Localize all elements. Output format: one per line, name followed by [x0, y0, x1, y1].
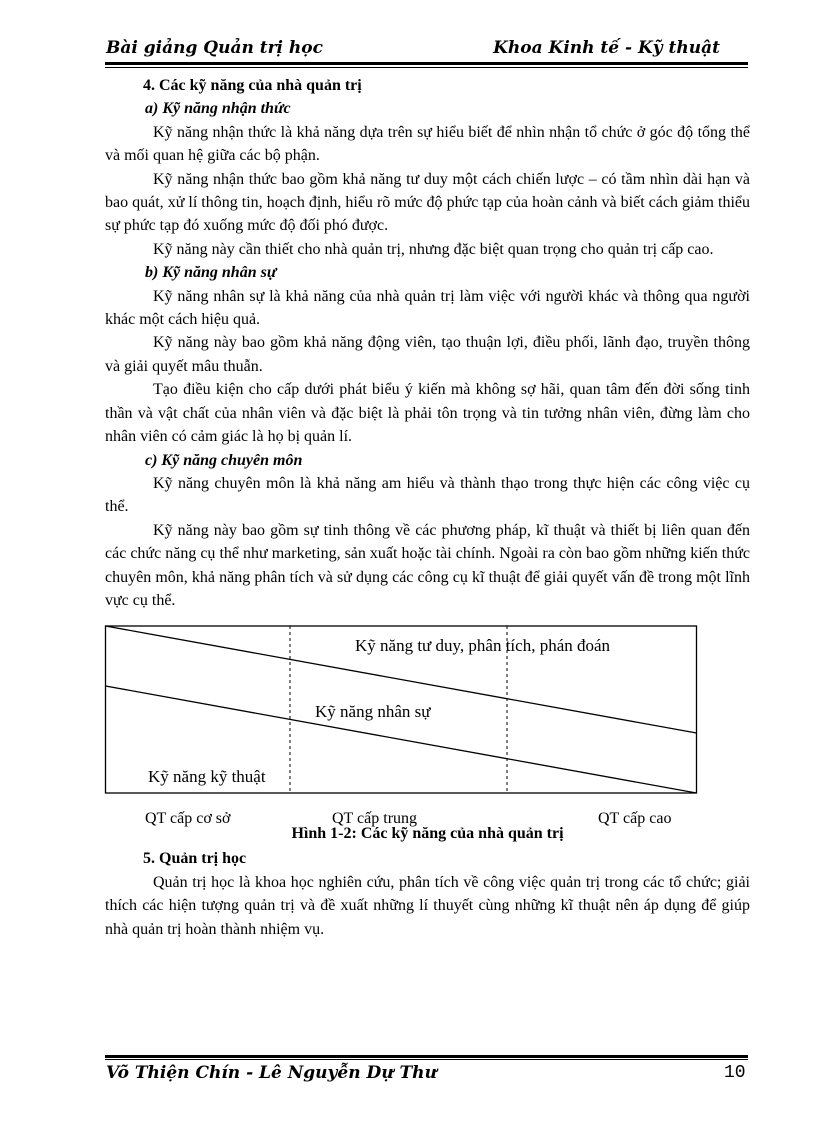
section-5-heading: 5. Quản trị học — [143, 850, 247, 868]
header-faculty: Khoa Kinh tế - Kỹ thuật — [493, 38, 720, 58]
section-4-heading: 4. Các kỹ năng của nhà quản trị — [143, 77, 362, 94]
paragraph: Tạo điều kiện cho cấp dưới phát biểu ý kiến mà không sợ hãi, quan tâm đến đời sống tinh thần và vật chất của nhân viên và đặc biệt là phải tôn trọng và tin tưởng nhân viên, đừng làm cho nhân viên có cảm giác là họ bị quản lí. — [105, 381, 750, 446]
paragraph: Kỹ năng này cần thiết cho nhà quản trị, nhưng đặc biệt quan trọng cho quản trị cấp cao. — [153, 240, 714, 258]
level-middle: QT cấp trung — [332, 810, 418, 828]
label-human-skills: Kỹ năng nhân sự — [315, 702, 431, 722]
skills-figure — [105, 612, 750, 847]
paragraph: Kỹ năng chuyên môn là khả năng am hiểu và thành thạo trong thực hiện các công việc cụ thể. — [105, 474, 750, 516]
header-course-title: Bài giảng Quản trị học — [106, 38, 323, 58]
skills-diagram — [105, 612, 750, 847]
subsection-b-heading: b) Kỹ năng nhân sự — [145, 264, 277, 282]
footer-authors: Võ Thiện Chín - Lê Nguyễn Dự Thư — [106, 1063, 437, 1083]
page-content — [105, 74, 750, 941]
level-top: QT cấp cao — [598, 810, 672, 828]
subsection-c-heading: c) Kỹ năng chuyên môn — [145, 451, 303, 469]
header-rule-thin — [105, 67, 748, 68]
page-header — [106, 36, 748, 62]
paragraph: Kỹ năng này bao gồm khả năng động viên, tạo thuận lợi, điều phối, lãnh đạo, truyền thông và giải quyết mâu thuẫn. — [105, 334, 750, 375]
header-rule-thick — [105, 62, 748, 65]
paragraph: Kỹ năng nhận thức là khả năng dựa trên sự hiểu biết để nhìn nhận tổ chức ở góc độ tổng thể và mối quan hệ giữa các bộ phận. — [105, 123, 750, 165]
paragraph: Kỹ năng nhân sự là khả năng của nhà quản trị làm việc với người khác và thông qua người khác một cách hiệu quả. — [105, 287, 750, 329]
label-technical-skills: Kỹ năng kỹ thuật — [148, 767, 266, 787]
paragraph: Kỹ năng nhận thức bao gồm khả năng tư duy một cách chiến lược – có tầm nhìn dài hạn và bao quát, xử lí thông tin, hoạch định, hiểu rõ mức độ phức tạp của hoàn cảnh và biết cách giảm thiểu sự phức tạp đó xuống mức độ đối phó được. — [105, 170, 750, 235]
footer-rule-thin — [105, 1059, 748, 1060]
footer-rule-thick — [105, 1055, 748, 1058]
paragraph: Quản trị học là khoa học nghiên cứu, phân tích về công việc quản trị trong các tổ chức; giải thích các hiện tượng quản trị và đề xuất những lí thuyết cùng những kĩ thuật nên áp dụng để giúp nhà quản trị hoàn thành nhiệm vụ. — [105, 873, 750, 938]
page-number: 10 — [724, 1063, 746, 1083]
subsection-a-heading: a) Kỹ năng nhận thức — [145, 100, 291, 118]
figure-caption: Hình 1-2: Các kỹ năng của nhà quản trị — [291, 825, 564, 843]
label-conceptual-skills: Kỹ năng tư duy, phân tích, phán đoán — [355, 636, 611, 656]
paragraph: Kỹ năng này bao gồm sự tinh thông về các phương pháp, kĩ thuật và thiết bị liên quan đến các chức năng cụ thể như marketing, sản xuất hoặc tài chính. Ngoài ra còn bao gồm những kiến thức chuyên môn, khả năng phân tích và sử dụng các công cụ kĩ thuật để giải quyết vấn đề trong một lĩnh vực cụ thể. — [105, 521, 750, 609]
level-first-line: QT cấp cơ sở — [145, 810, 231, 828]
